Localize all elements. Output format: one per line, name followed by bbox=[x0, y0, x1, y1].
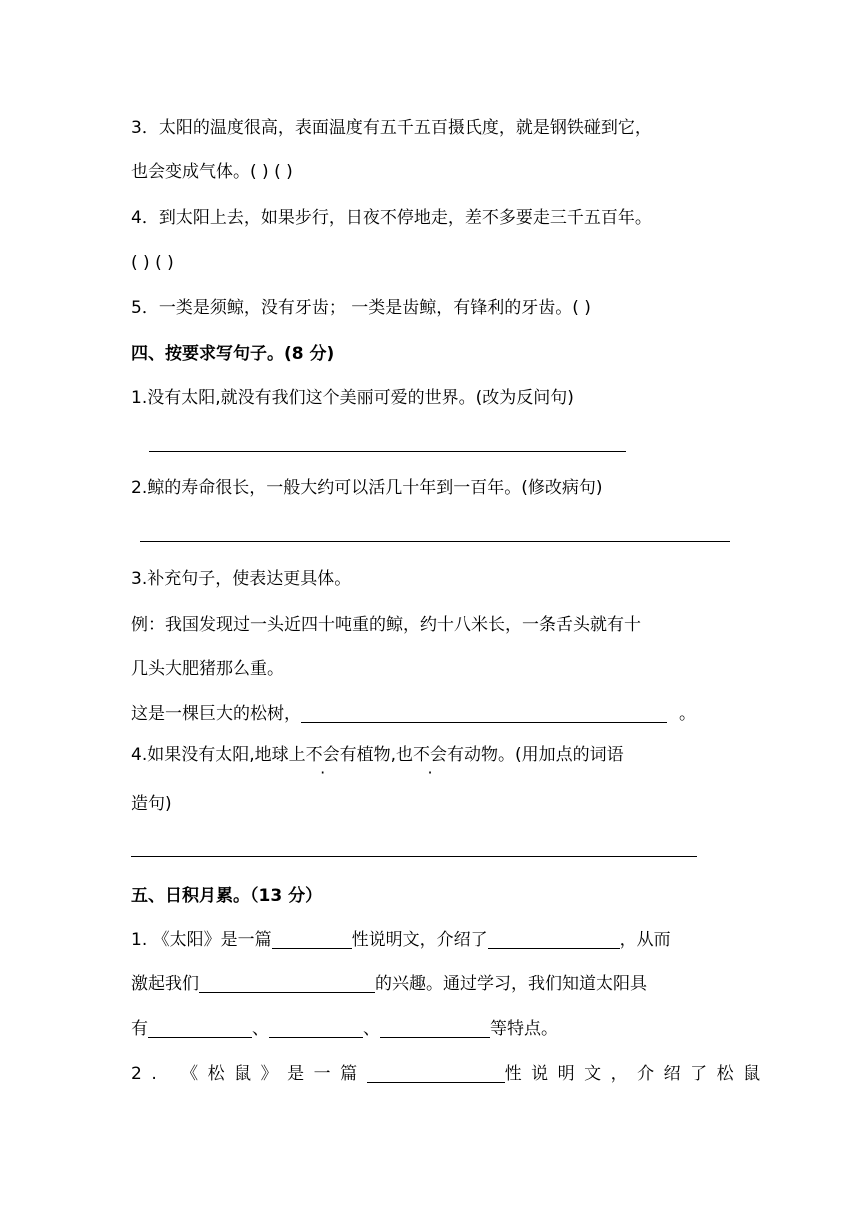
section4-q4-line2: 造句) bbox=[131, 794, 172, 814]
fill-prefix: 这是一棵巨大的松树， bbox=[131, 704, 301, 724]
answer-line-q2 bbox=[140, 541, 730, 542]
q2-text-b: 性说明文，介绍了松鼠 bbox=[504, 1064, 770, 1084]
emphasis-word-2: 不会 bbox=[413, 745, 448, 765]
fill-blank[interactable] bbox=[301, 704, 667, 723]
answer-line-q4 bbox=[131, 856, 697, 857]
item5: 5．一类是须鲸，没有牙齿； 一类是齿鲸，有锋利的牙齿。( ) bbox=[131, 298, 591, 318]
blank-feature-2[interactable] bbox=[269, 1019, 363, 1038]
fill-suffix: 。 bbox=[679, 704, 696, 724]
q4-text-3: 有动物。(用加点的词语 bbox=[447, 745, 624, 765]
item4-line1: 4．到太阳上去，如果步行，日夜不停地走，差不多要走三千五百年。 bbox=[131, 208, 652, 228]
section5-q1-line3 bbox=[131, 1017, 558, 1041]
blank-feature-3[interactable] bbox=[380, 1019, 490, 1038]
q1-text-f: 有 bbox=[131, 1019, 148, 1039]
item3-line1: 3．太阳的温度很高，表面温度有五千五百摄氏度，就是钢铁碰到它， bbox=[131, 118, 652, 138]
blank-interest[interactable] bbox=[199, 974, 375, 993]
blank-type[interactable] bbox=[272, 930, 352, 949]
item4-line2: ( ) ( ) bbox=[131, 253, 174, 273]
section5-heading: 五、日积月累。（13 分） bbox=[131, 886, 323, 906]
item3-line2: 也会变成气体。( ) ( ) bbox=[131, 162, 293, 182]
q1-text-d: 激起我们 bbox=[131, 974, 199, 994]
q1-text-c: ，从而 bbox=[619, 930, 671, 950]
emphasis-word-1: 不会 bbox=[305, 745, 340, 765]
q1-text-g: 等特点。 bbox=[490, 1019, 558, 1039]
answer-line-q1 bbox=[149, 451, 626, 452]
q1-separator-2: 、 bbox=[363, 1019, 380, 1039]
q2-text-a: 2. 《松鼠》是一篇 bbox=[131, 1064, 367, 1084]
section5-q2-line1 bbox=[131, 1062, 770, 1086]
section5-q1-line2 bbox=[131, 972, 647, 996]
q1-text-a: 1. 《太阳》是一篇 bbox=[131, 930, 272, 950]
section4-q1: 1.没有太阳,就没有我们这个美丽可爱的世界。(改为反问句) bbox=[131, 388, 574, 408]
blank-introduced[interactable] bbox=[488, 930, 620, 949]
section5-q1-line1 bbox=[131, 928, 671, 952]
q1-text-e: 的兴趣。通过学习，我们知道太阳具 bbox=[375, 974, 647, 994]
section4-heading: 四、按要求写句子。(8 分) bbox=[131, 344, 335, 364]
q1-separator-1: 、 bbox=[252, 1019, 269, 1039]
blank-feature-1[interactable] bbox=[148, 1019, 252, 1038]
fill-sentence bbox=[131, 702, 696, 726]
example-line2: 几头大肥猪那么重。 bbox=[131, 659, 284, 679]
section4-q3: 3.补充句子，使表达更具体。 bbox=[131, 569, 352, 589]
section4-q4 bbox=[131, 743, 624, 767]
q1-text-b: 性说明文，介绍了 bbox=[351, 930, 488, 950]
example-line1: 例：我国发现过一头近四十吨重的鲸，约十八米长，一条舌头就有十 bbox=[131, 615, 641, 635]
section4-q2: 2.鲸的寿命很长，一般大约可以活几十年到一百年。(修改病句) bbox=[131, 478, 603, 498]
blank-squirrel-type[interactable] bbox=[367, 1064, 505, 1083]
q4-text-1: 4.如果没有太阳,地球上 bbox=[131, 745, 306, 765]
q4-text-2: 有植物,也 bbox=[339, 745, 414, 765]
